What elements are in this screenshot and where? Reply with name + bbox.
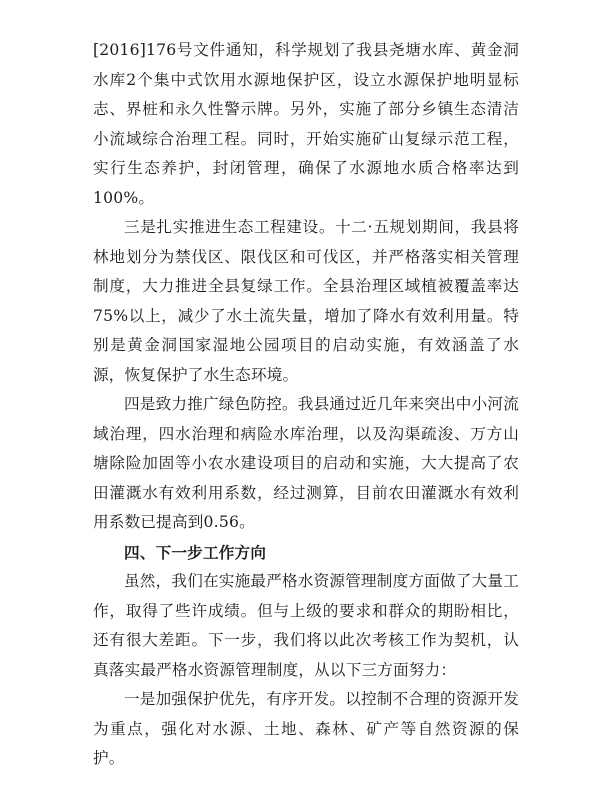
paragraph-ecological-engineering: 三是扎实推进生态工程建设。十二·五规划期间，我县将林地划分为禁伐区、限伐区和可伐区，并严格落实相关管理制度，大力推进全县复绿工作。全县治理区域植被覆盖率达75%以上，减少了水土流失量，增加了降水有效利用量。特别是黄金洞国家湿地公园项目的启动实施，有效涵盖了水源，恢复保护了水生态环境。 — [93, 218, 519, 384]
paragraph-green-prevention: 四是致力推广绿色防控。我县通过近几年来突出中小河流域治理，四水治理和病险水库治理，以及沟渠疏浚、万方山塘除险加固等小农水建设项目的启动和实施，大大提高了农田灌溉水有效利用系数，经过测算，目前农田灌溉水有效利用系数已提高到0.56。 — [93, 395, 519, 531]
paragraph-water-source-protection: [2016]176号文件通知，科学规划了我县尧塘水库、黄金洞水库2个集中式饮用水源地保护区，设立水源保护地明显标志、界桩和永久性警示牌。另外，实施了部分乡镇生态清洁小流域综合治理工程。同时，开始实施矿山复绿示范工程，实行生态养护，封闭管理，确保了水源地水质合格率达到100%。 — [93, 41, 519, 207]
document-body — [93, 36, 519, 774]
section-heading-next-steps: 四、下一步工作方向 — [124, 542, 267, 562]
paragraph-next-steps-intro: 虽然，我们在实施最严格水资源管理制度方面做了大量工作，取得了些许成绩。但与上级的要求和群众的期盼相比，还有很大差距。下一步，我们将以此次考核工作为契机，认真落实最严格水资源管理制度，从以下三方面努力： — [93, 572, 519, 679]
paragraph-protection-priority: 一是加强保护优先，有序开发。以控制不合理的资源开发为重点，强化对水源、土地、森林、矿产等自然资源的保护。 — [93, 690, 519, 767]
